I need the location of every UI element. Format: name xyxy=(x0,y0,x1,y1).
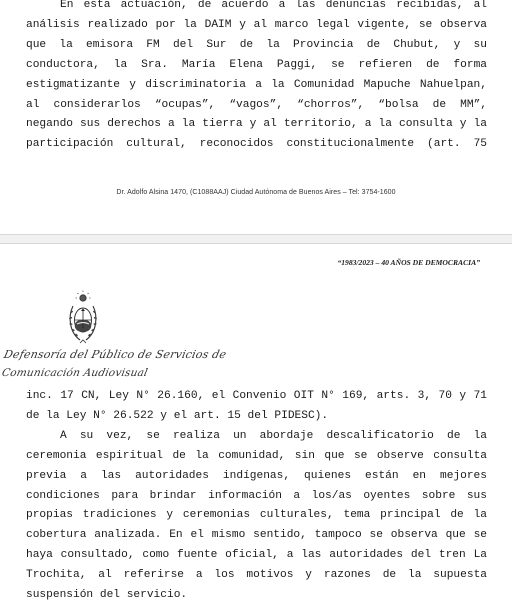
paragraph: En esta actuación, de acuerdo a las denuncias recibidas, al análisis realizado por la DAIM y al marco legal vigente, se observa que la emisora FM del Sur de la Provincia de Chubut, y su conductora, la Sra. María Elena Paggi, se refieren de forma estigmatizante y discriminatoria a la Comunidad Mapuche Nahuelpan, al considerarlos “ocupas”, “vagos”, “chorros”, “bolsa de MM”, negando sus derechos a la tierra y al territorio, a la consulta y la participación cultural, reconocidos constitucionalmente (art. 75 xyxy=(26,0,487,151)
document-page-bottom xyxy=(0,244,512,600)
document-page-top xyxy=(0,0,512,234)
page-footer-address: Dr. Adolfo Alsina 1470, (C1088AAJ) Ciudad Autónoma de Buenos Aires – Tel: 3754-1600 xyxy=(116,189,396,196)
institution-name-line2: Comunicación Audiovisual xyxy=(0,367,149,379)
page-separator xyxy=(0,234,512,244)
body-text-block xyxy=(26,387,487,600)
header-motto: “1983/2023 – 40 AÑOS DE DEMOCRACIA” xyxy=(337,258,480,267)
body-text-block xyxy=(26,0,487,155)
paragraph: A su vez, se realiza un abordaje descalificatorio de la ceremonia espiritual de la comunidad, sin que se observe consulta previa a las autoridades indígenas, quienes están en mejores condiciones para brindar información a los/as oyentes sobre sus propias tradiciones y ceremonias culturales, tema principal de la cobertura analizada. En el mismo sentido, tampoco se observa que se haya consultado, como fuente oficial, a las autoridades del tren La Trochita, al referirse a los motivos y razones de la supuesta suspensión del servicio. xyxy=(26,429,487,600)
institution-name-line1: Defensoría del Público de Servicios de xyxy=(2,348,228,361)
coat-of-arms-icon xyxy=(66,290,100,346)
paragraph-continued: inc. 17 CN, Ley N° 26.160, el Convenio OIT N° 169, arts. 3, 70 y 71 de la Ley N° 26.522 y el art. 15 del PIDESC). xyxy=(26,390,487,422)
institution-signature xyxy=(0,348,228,392)
